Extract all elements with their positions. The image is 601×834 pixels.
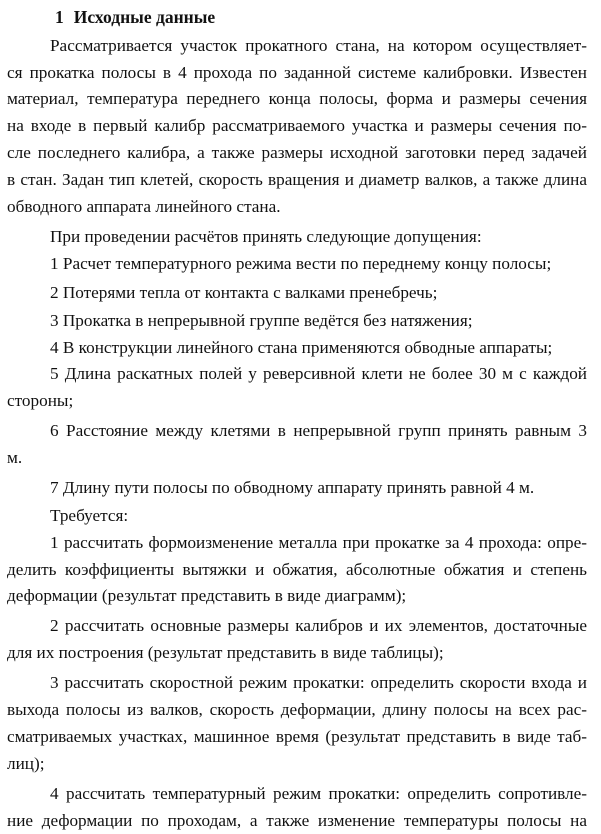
text-line: деформации (результат представить в виде диаграмм); <box>7 586 407 605</box>
list-item: 4 рассчитать температурный режим прокатки: определить сопротивле- <box>50 784 587 803</box>
list-item: 2 Потерями тепла от контакта с валками пренебречь; <box>50 283 438 302</box>
text-line: делить коэффициенты вытяжки и обжатия, абсолютные обжатия и степень <box>7 560 587 579</box>
section-heading <box>55 4 215 30</box>
text-line: сле последнего калибра, а также размеры исходной заготовки перед задачей <box>7 143 587 162</box>
list-item: 3 рассчитать скоростной режим прокатки: определить скорости входа и <box>50 673 587 692</box>
text-line: Рассматривается участок прокатного стана, на котором осуществляет- <box>50 36 587 55</box>
list-item: 1 Расчет температурного режима вести по переднему концу полосы; <box>50 254 552 273</box>
list-item: 2 рассчитать основные размеры калибров и их элементов, достаточные <box>50 616 587 635</box>
text-line: При проведении расчётов принять следующие допущения: <box>50 227 482 246</box>
text-line: выхода полосы из валков, скорость деформации, длину полосы на всех рас- <box>7 700 587 719</box>
text-line: ся прокатка полосы в 4 прохода по заданной системе калибровки. Известен <box>7 63 587 82</box>
list-item: 4 В конструкции линейного стана применяются обводные аппараты; <box>50 338 553 357</box>
text-line: сматриваемых участках, машинное время (результат представить в виде таб- <box>7 727 587 746</box>
text-line: материал, температура переднего конца полосы, форма и размеры сечения <box>7 89 587 108</box>
section-title: Исходные данные <box>73 7 216 27</box>
list-item: 3 Прокатка в непрерывной группе ведётся без натяжения; <box>50 311 473 330</box>
text-line: лиц); <box>7 754 45 773</box>
list-item: 6 Расстояние между клетями в непрерывной групп принять равным 3 <box>50 421 587 440</box>
text-line: обводного аппарата линейного стана. <box>7 197 281 216</box>
text-line: Требуется: <box>50 506 129 525</box>
text-line: на входе в первый калибр рассматриваемого участка и размеры сечения по- <box>7 116 587 135</box>
text-line: ние деформации по проходам, а также изменение температуры полосы на <box>7 811 587 830</box>
list-item: 7 Длину пути полосы по обводному аппарату принять равной 4 м. <box>50 478 535 497</box>
text-line: для их построения (результат представить в виде таблицы); <box>7 643 444 662</box>
list-item: 1 рассчитать формоизменение металла при прокатке за 4 прохода: опре- <box>50 533 587 552</box>
text-line: стороны; <box>7 391 74 410</box>
text-line: м. <box>7 448 23 467</box>
text-line: в стан. Задан тип клетей, скорость вращения и диаметр валков, а также длина <box>7 170 587 189</box>
section-number: 1 <box>55 7 64 27</box>
list-item: 5 Длина раскатных полей у реверсивной клети не более 30 м с каждой <box>50 364 587 383</box>
